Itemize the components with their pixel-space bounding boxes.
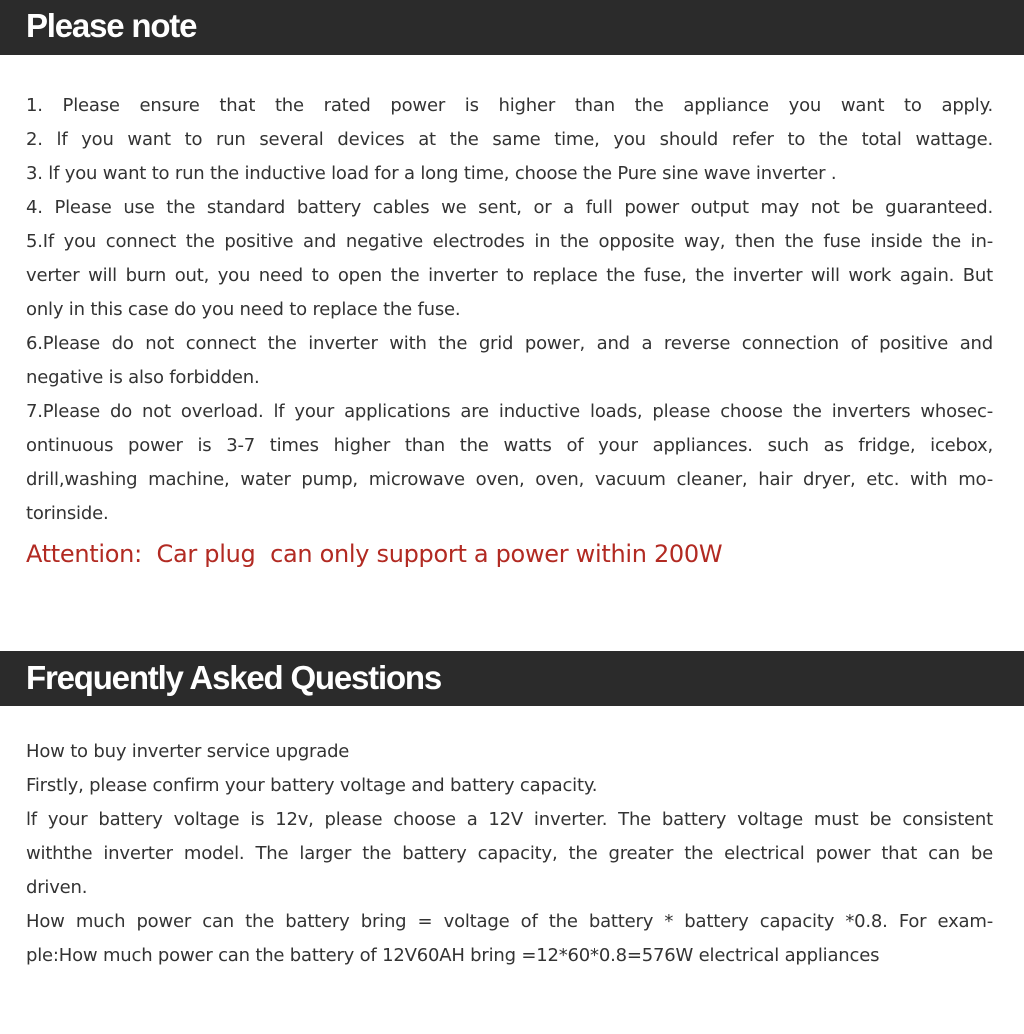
note-line-6: verter will burn out, you need to open the inverter to replace the fuse, the inverter will work again. But (26, 265, 993, 286)
note-line-13: torinside. (26, 503, 109, 524)
faq-line-6: How much power can the battery bring = voltage of the battery * battery capacity *0.8. For exam- (26, 911, 993, 932)
faq-line-7: ple:How much power can the battery of 12V60AH bring =12*60*0.8=576W electrical appliances (26, 945, 880, 966)
faq-line-2: Firstly, please confirm your battery voltage and battery capacity. (26, 775, 598, 796)
faq-header: Frequently Asked Questions (0, 651, 1024, 706)
note-line-1: 1. Please ensure that the rated power is higher than the appliance you want to apply. (26, 95, 993, 116)
faq-line-1: How to buy inverter service upgrade (26, 741, 350, 762)
faq-line-3: lf your battery voltage is 12v, please choose a 12V inverter. The battery voltage must be consistent (26, 809, 993, 830)
note-line-2: 2. lf you want to run several devices at the same time, you should refer to the total wattage. (26, 129, 993, 150)
note-line-9: negative is also forbidden. (26, 367, 260, 388)
note-line-4: 4. Please use the standard battery cables we sent, or a full power output may not be guaranteed. (26, 197, 993, 218)
faq-line-4: withthe inverter model. The larger the battery capacity, the greater the electrical power that can be (26, 843, 993, 864)
note-line-11: ontinuous power is 3-7 times higher than the watts of your appliances. such as fridge, icebox, (26, 435, 993, 456)
note-line-5: 5.If you connect the positive and negative electrodes in the opposite way, then the fuse inside the in- (26, 231, 993, 252)
note-line-12: drill,washing machine, water pump, microwave oven, oven, vacuum cleaner, hair dryer, etc. with mo- (26, 469, 993, 490)
note-line-3: 3. lf you want to run the inductive load for a long time, choose the Pure sine wave inverter . (26, 163, 837, 184)
attention-notice: Attention: Car plug can only support a power within 200W (26, 540, 723, 568)
please-note-header: Please note (0, 0, 1024, 55)
note-line-10: 7.Please do not overload. lf your applications are inductive loads, please choose the inverters whosec- (26, 401, 993, 422)
faq-line-5: driven. (26, 877, 88, 898)
note-line-8: 6.Please do not connect the inverter with the grid power, and a reverse connection of positive and (26, 333, 993, 354)
note-line-7: only in this case do you need to replace the fuse. (26, 299, 461, 320)
